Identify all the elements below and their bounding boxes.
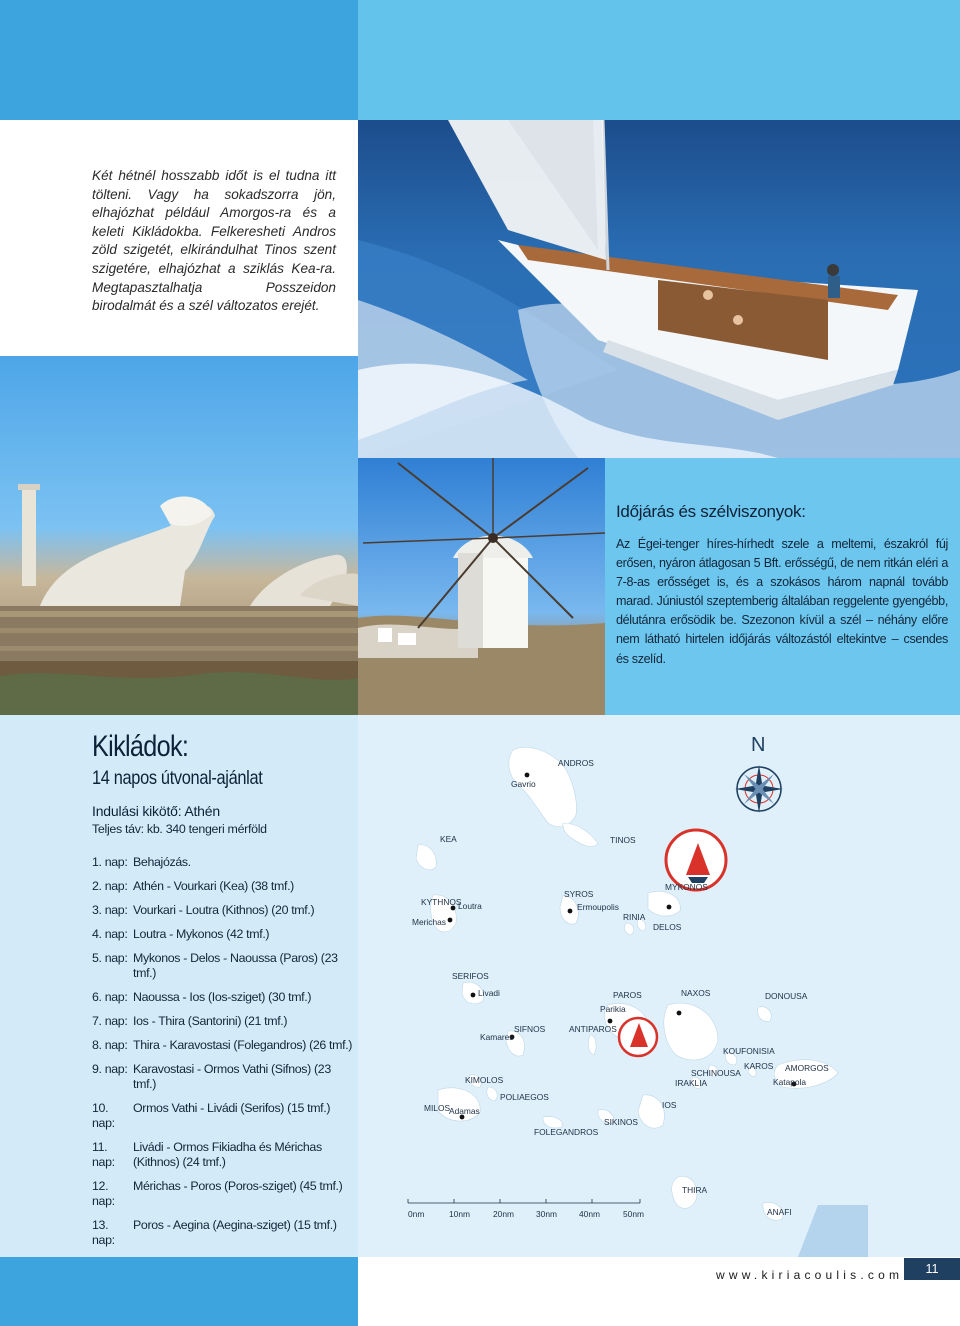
map-label-tinos: TINOS [610, 835, 636, 845]
marina-flag-mykonos [666, 830, 726, 890]
itinerary-day: 1. nap: Behajózás. [92, 855, 191, 869]
scale-label: 40nm [579, 1209, 600, 1219]
windmill-illustration [358, 458, 605, 715]
map-label-serifos: SERIFOS [452, 971, 489, 981]
map-label-andros: ANDROS [558, 758, 594, 768]
map-label-amorgos: AMORGOS [785, 1063, 829, 1073]
port-dot [448, 918, 453, 923]
weather-text: Az Égei-tenger híres-hírhedt szele a meltemi, északról fúj erősen, nyáron átlagosan 5 Bft. erősségű, de nem ritkán eléri a 7-8-as erősséget is, és a szokásos három napnál tovább marad. Júniustól szeptemberig általában reggelente gyengébb, délutánra erősödik be. Szezonon kívül a szél – néhány előre nem látható hirtelen időjárás változástól eltekintve – csendes és szelíd. [616, 537, 948, 666]
itinerary-day: 10. nap: Ormos Vathi - Livádi (Serifos) (15 tmf.) [92, 1101, 331, 1130]
weather-title: Időjárás és szélviszonyok: [616, 502, 806, 521]
map-label-kythnos: KYTHNOS [421, 897, 462, 907]
itinerary-day: 4. nap: Loutra - Mykonos (42 tmf.) [92, 927, 270, 941]
map-label-thira: THIRA [682, 1185, 708, 1195]
island-kea [416, 845, 436, 870]
map-place-kamares: Kamares [480, 1032, 514, 1042]
map-place-parikia: Parikia [600, 1004, 626, 1014]
compass-rose-icon [735, 765, 783, 813]
island-antiparos [588, 1035, 596, 1055]
map-label-iraklia: IRAKLIA [675, 1078, 708, 1088]
top-band-left [0, 0, 358, 120]
map-label-syros: SYROS [564, 889, 594, 899]
scale-label: 10nm [449, 1209, 470, 1219]
port-dot [677, 1011, 682, 1016]
port-dot [525, 773, 530, 778]
island-poliaegos [487, 1087, 497, 1101]
map-label-milos: MILOS [424, 1103, 451, 1113]
departure-port: Indulási kikötő: Athén [92, 803, 220, 819]
windmill-photo [358, 458, 605, 715]
itinerary-title: Kikládok: [92, 730, 189, 763]
map-label-naxos: NAXOS [681, 988, 711, 998]
itinerary-day: 6. nap: Naoussa - Ios (Ios-sziget) (30 tmf.) [92, 990, 312, 1004]
island-tinos [563, 823, 598, 846]
itinerary-day: 13. nap: Poros - Aegina (Aegina-sziget) (15 tmf.) [92, 1218, 337, 1247]
map-label-sikinos: SIKINOS [604, 1117, 638, 1127]
top-band-right [358, 0, 960, 120]
page-corner-fold [798, 1205, 868, 1257]
map-place-katapola: Katapola [773, 1077, 807, 1087]
port-dot [667, 905, 672, 910]
delos-lions-photo [0, 356, 358, 715]
scale-label: 50nm [623, 1209, 644, 1219]
port-dot [471, 993, 476, 998]
page-number: 11 [904, 1258, 960, 1280]
map-label-folegandros: FOLEGANDROS [534, 1127, 599, 1137]
itinerary-subtitle: 14 napos útvonal-ajánlat [92, 767, 263, 789]
itinerary-day: 9. nap: Karavostasi - Ormos Vathi (Sifnos) (23 tmf.) [92, 1062, 331, 1091]
map-label-ios: IOS [662, 1100, 677, 1110]
map-label-rinia: RINIA [623, 912, 646, 922]
map-scale-bar [408, 1199, 644, 1219]
map-place-ermoupolis: Ermoupolis [577, 902, 619, 912]
itinerary-day: 12. nap: Mérichas - Poros (Poros-sziget) (45 tmf.) [92, 1179, 343, 1208]
scale-label: 30nm [536, 1209, 557, 1219]
map-place-adamas: Adamas [449, 1106, 480, 1116]
map-label-poliaegos: POLIAEGOS [500, 1092, 549, 1102]
marina-flag-paros [619, 1018, 657, 1056]
map-place-livadi: Livadi [478, 988, 500, 998]
itinerary-day: 5. nap: Mykonos - Delos - Naoussa (Paros) (23 tmf.) [92, 951, 338, 980]
map-place-merichas: Merichas [412, 917, 446, 927]
intro-paragraph: Két hétnél hosszabb időt is el tudna itt tölteni. Vagy ha sokadszorra jön, elhajózhat például Amorgos-ra és a keleti Kikládokba. Felkeresheti Andros zöld szigetét, elkirándulhat Tinos szent szigetére, elhajózhat a sziklás Kea-ra. Megtapasztalhatja Posszeidon birodalmát és a szél változatos erejét. [92, 168, 336, 314]
map-label-sifnos: SIFNOS [514, 1024, 546, 1034]
map-label-donousa: DONOUSA [765, 991, 808, 1001]
island-naxos [664, 1003, 718, 1060]
itinerary-day: 8. nap: Thira - Karavostasi (Folegandros) (26 tmf.) [92, 1038, 353, 1052]
website-url: www.kiriacoulis.com [716, 1268, 904, 1282]
map-place-loutra: Loutra [458, 901, 482, 911]
cyclades-map [358, 715, 960, 1257]
island-ios [638, 1095, 664, 1128]
compass-north-label: N [751, 734, 766, 756]
map-label-anafi: ANAFI [767, 1207, 792, 1217]
delos-lions-illustration [0, 356, 358, 715]
map-label-kimolos: KIMOLOS [465, 1075, 504, 1085]
itinerary-day: 3. nap: Vourkari - Loutra (Kithnos) (20 tmf.) [92, 903, 315, 917]
map-label-mykonos: MYKONOS [665, 882, 708, 892]
itinerary-day-list [92, 855, 354, 1326]
itinerary-day: 7. nap: Ios - Thira (Santorini) (21 tmf.) [92, 1014, 288, 1028]
weather-panel [605, 458, 960, 715]
itinerary-day: 11. nap: Livádi - Ormos Fikiadha és Mérichas (Kithnos) (24 tmf.) [92, 1140, 322, 1169]
map-label-schinousa: SCHINOUSA [691, 1068, 741, 1078]
sailboat-photo [358, 120, 960, 458]
map-place-gavrio: Gavrio [511, 779, 536, 789]
island-donousa [758, 1007, 772, 1022]
port-dot [568, 909, 573, 914]
port-dot [608, 1019, 613, 1024]
map-label-koufonisia: KOUFONISIA [723, 1046, 775, 1056]
total-distance: Teljes táv: kb. 340 tengeri mérföld [92, 822, 267, 836]
island-mykonos [648, 891, 680, 916]
bottom-band-left [0, 1257, 358, 1326]
map-label-paros: PAROS [613, 990, 642, 1000]
map-label-karos: KAROS [744, 1061, 774, 1071]
itinerary-day: 2. nap: Athén - Vourkari (Kea) (38 tmf.) [92, 879, 294, 893]
scale-label: 20nm [493, 1209, 514, 1219]
map-label-kea: KEA [440, 834, 457, 844]
scale-label: 0nm [408, 1209, 425, 1219]
island-rinia [624, 923, 633, 935]
map-label-delos: DELOS [653, 922, 682, 932]
map-label-antiparos: ANTIPAROS [569, 1024, 617, 1034]
sailboat-illustration [358, 120, 960, 458]
